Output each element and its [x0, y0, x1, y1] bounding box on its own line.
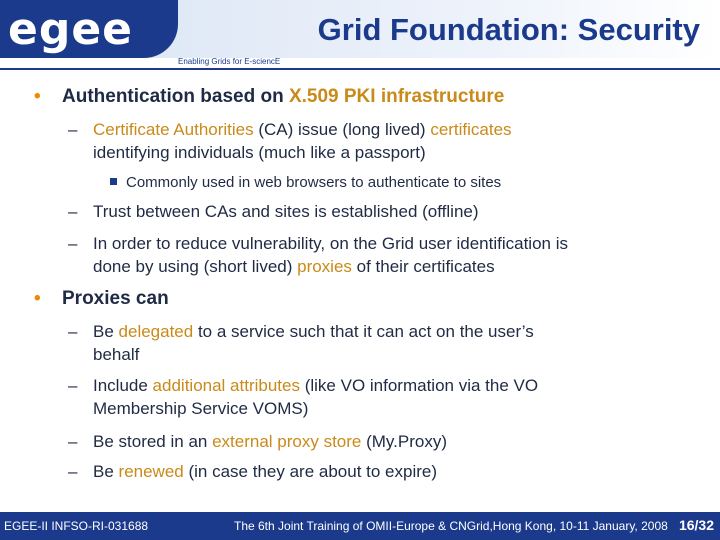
- dash-icon: –: [68, 376, 78, 395]
- sub-item-text: Be: [93, 322, 119, 341]
- sub-sub-item-browsers: [126, 174, 501, 191]
- dash-icon: –: [68, 120, 78, 139]
- sub-item-text-end: (My.Proxy): [361, 432, 447, 451]
- bullet-proxies: [34, 288, 169, 310]
- footer-project-id: EGEE-II INFSO-RI-031688: [4, 519, 149, 533]
- sub-item-text-line2-end: of their certificates: [351, 257, 495, 276]
- sub-item-text: Be stored in an: [93, 432, 213, 451]
- sub-item-text: Trust between CAs and sites is established (offline): [93, 202, 479, 221]
- highlight-ca: Certificate Authorities: [93, 120, 259, 139]
- square-bullet-icon: [110, 178, 117, 185]
- sub-item-store: [68, 430, 447, 453]
- bullet-dot-icon: •: [34, 86, 41, 107]
- highlight-renewed: renewed: [118, 462, 184, 481]
- dash-icon: –: [68, 202, 78, 221]
- tagline: Enabling Grids for E-sciencE: [178, 57, 281, 66]
- header-rule: [0, 68, 720, 70]
- sub-item-attributes: [68, 374, 539, 420]
- bullet-text: Authentication based on: [62, 86, 289, 107]
- sub-item-vulnerability: [68, 232, 568, 278]
- dash-icon: –: [68, 432, 78, 451]
- highlight-store: external proxy store: [212, 432, 362, 451]
- egee-logo: [0, 0, 178, 58]
- highlight-certificates: certificates: [430, 120, 512, 139]
- bullet-highlight: X.509 PKI infrastructure: [288, 86, 505, 107]
- sub-item-text: Include: [93, 376, 153, 395]
- sub-item-text-line2: Membership Service VOMS): [93, 399, 309, 418]
- highlight-proxies: proxies: [297, 257, 352, 276]
- sub-item-text-line2: done by using (short lived): [93, 257, 298, 276]
- sub-item-delegated: [68, 320, 534, 366]
- sub-item-text: In order to reduce vulnerability, on the Grid user identification is: [93, 234, 568, 253]
- bullet-authentication: [34, 86, 505, 108]
- dash-icon: –: [68, 462, 78, 481]
- sub-item-text-end: (in case they are about to expire): [183, 462, 437, 481]
- page-number: 16/32: [678, 517, 714, 533]
- slide-title: Grid Foundation: Security: [317, 12, 700, 47]
- sub-item-text-line2: identifying individuals (much like a passport): [93, 143, 426, 162]
- slide-header: [0, 0, 720, 70]
- footer-event: The 6th Joint Training of OMII-Europe & CNGrid,Hong Kong, 10-11 January, 2008: [234, 519, 668, 533]
- sub-item-text: Be: [93, 462, 119, 481]
- highlight-delegated: delegated: [118, 322, 194, 341]
- highlight-attributes: additional attributes: [152, 376, 300, 395]
- sub-item-text-line2: behalf: [93, 345, 140, 364]
- sub-item-ca: [68, 118, 512, 164]
- bullet-text: Proxies can: [62, 288, 169, 309]
- logo-text: egee: [8, 4, 134, 55]
- sub-sub-item-text: Commonly used in web browsers to authenticate to sites: [126, 174, 502, 191]
- sub-item-text: (CA) issue (long lived): [258, 120, 431, 139]
- sub-item-renewed: [68, 460, 437, 483]
- sub-item-text-end: to a service such that it can act on the user’s: [193, 322, 534, 341]
- dash-icon: –: [68, 234, 78, 253]
- sub-item-text-end: (like VO information via the VO: [299, 376, 539, 395]
- slide-footer: [0, 512, 720, 540]
- dash-icon: –: [68, 322, 78, 341]
- bullet-dot-icon: •: [34, 288, 41, 309]
- sub-item-trust: [68, 200, 479, 223]
